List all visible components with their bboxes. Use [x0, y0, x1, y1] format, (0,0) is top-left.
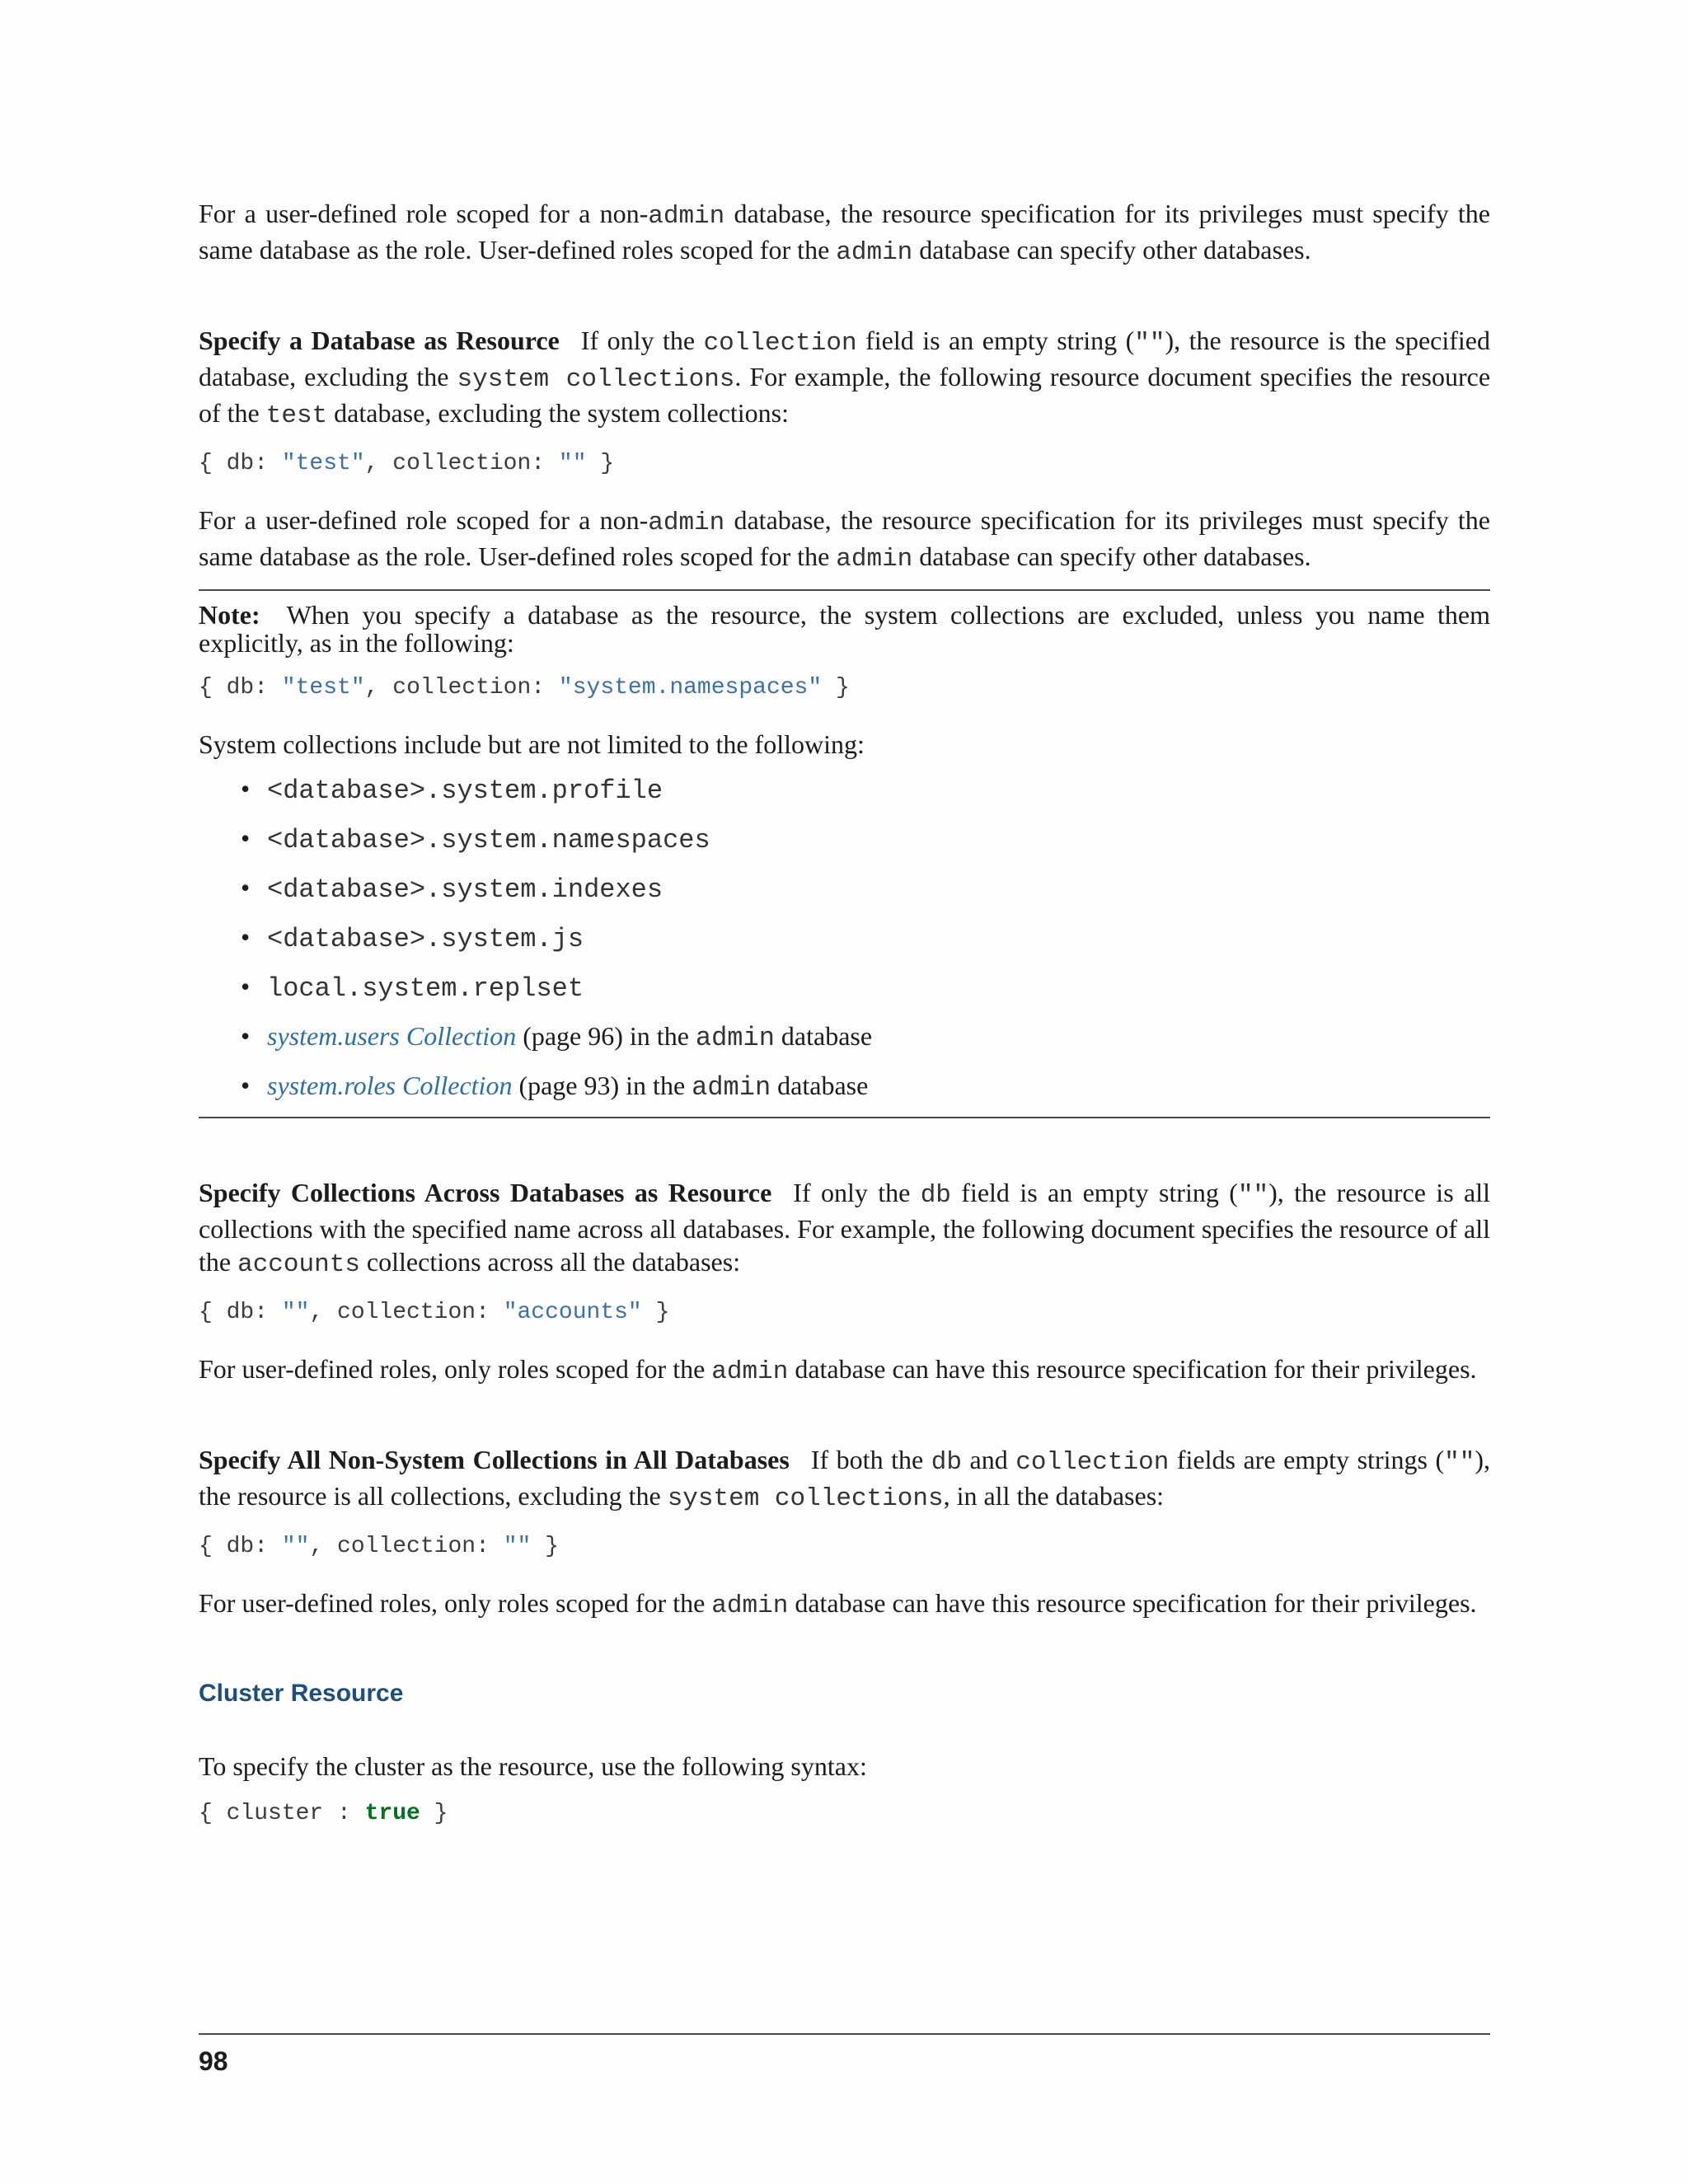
cluster-paragraph: To specify the cluster as the resource, use the following syntax:: [199, 1751, 867, 1781]
text-run: For a user-defined role scoped for a non-: [199, 199, 649, 228]
text-run: ), the resource is the specified database, excluding the: [199, 326, 1491, 391]
list-item: • system.users Collection (page 96) in the admin database: [241, 1021, 873, 1053]
inline-code: "": [1237, 1181, 1269, 1210]
non-system-collections-heading: Specify All Non-System Collections in All Databases: [199, 1445, 790, 1474]
code-block: { cluster : true }: [199, 1801, 448, 1826]
text-run: If only the: [580, 326, 704, 355]
text-run: database, the resource specification for its privileges must specify the same database as the role. User-defined roles scoped for the: [199, 199, 1491, 265]
inline-code: system collections: [457, 365, 735, 394]
across-databases-heading: Specify Collections Across Databases as Resource: [199, 1178, 772, 1207]
note-paragraph: Note: When you specify a database as the resource, the system collections are excluded, unless you name them explicitly, as in the following:: [199, 600, 1490, 658]
list-item: • <database>.system.profile: [241, 774, 663, 806]
text-run: field is an empty string (: [856, 326, 1135, 355]
code-block: { db: "test", collection: "system.namespaces" }: [199, 675, 850, 701]
system-collections-list: [199, 772, 1490, 1102]
page-content: [199, 197, 1490, 1829]
roles-paragraph: For user-defined roles, only roles scoped for the admin database can have this resource specification for their privileges.: [199, 1588, 1477, 1620]
specify-database-heading: Specify a Database as Resource: [199, 326, 560, 355]
bullet-icon: •: [241, 873, 251, 902]
inline-code: test: [265, 401, 328, 430]
text-run: . For example, the following resource document specifies the resource of the: [199, 362, 1491, 428]
inline-code: db: [920, 1181, 951, 1210]
inline-code: collection: [703, 329, 857, 358]
list-item: • local.system.replset: [241, 972, 584, 1004]
text-run: database can specify other databases.: [912, 235, 1311, 265]
page-footer: [199, 2033, 1490, 2077]
list-item: • <database>.system.js: [241, 922, 584, 954]
list-item: • system.roles Collection (page 93) in the admin database: [241, 1071, 869, 1103]
inline-code: admin: [711, 1591, 789, 1620]
scope-paragraph: For a user-defined role scoped for a non-admin database, the resource specification for its privileges must specify the same database as the role. User-defined roles scoped for the admin database can specify other databases.: [199, 505, 1491, 574]
system-users-link[interactable]: system.users Collection: [267, 1021, 517, 1051]
intro-paragraph: [199, 197, 1490, 269]
non-system-collections-paragraph: Specify All Non-System Collections in All Databases If both the db and collection fields are empty strings (""), the resource is all collections, excluding the system collections, in all the databases:: [199, 1445, 1491, 1513]
inline-code: accounts: [237, 1250, 360, 1279]
list-item: • <database>.system.namespaces: [241, 823, 710, 855]
code-block: { db: "", collection: "" }: [199, 1534, 559, 1559]
list-intro: System collections include but are not limited to the following:: [199, 729, 865, 759]
bullet-icon: •: [241, 774, 251, 804]
roles-paragraph: For user-defined roles, only roles scoped for the admin database can have this resource specification for their privileges.: [199, 1354, 1477, 1386]
inline-code: collection: [1015, 1448, 1170, 1477]
cluster-resource-heading: Cluster Resource: [199, 1680, 404, 1707]
bullet-icon: •: [241, 1021, 251, 1051]
bullet-icon: •: [241, 972, 251, 1001]
specify-database-paragraph: [199, 324, 1490, 433]
inline-code: admin: [836, 238, 913, 267]
inline-code: db: [931, 1448, 962, 1477]
across-databases-paragraph: Specify Collections Across Databases as Resource If only the db field is an empty string (""), the resource is all collections with the specified name across all databases. For example, the following document specifies the resource of all the accounts collections across all the databases:: [199, 1178, 1491, 1279]
inline-code: admin: [836, 545, 913, 574]
inline-code: admin: [648, 509, 725, 537]
system-roles-link[interactable]: system.roles Collection: [267, 1071, 513, 1100]
list-item: • <database>.system.indexes: [241, 873, 663, 905]
bullet-icon: •: [241, 1071, 251, 1100]
inline-code: "": [1134, 329, 1165, 358]
code-block: { db: "test", collection: "" }: [199, 451, 615, 476]
inline-code: "": [1444, 1448, 1475, 1477]
note-box: [199, 589, 1490, 1118]
inline-code: admin: [711, 1357, 789, 1386]
page-number: 98: [199, 2046, 228, 2076]
code-block: { db: "", collection: "accounts" }: [199, 1300, 670, 1325]
note-label: Note:: [199, 600, 260, 630]
inline-code: admin: [648, 202, 725, 231]
inline-code: system collections: [667, 1484, 944, 1513]
bullet-icon: •: [241, 823, 251, 853]
text-run: database, excluding the system collections:: [327, 398, 790, 428]
bullet-icon: •: [241, 922, 251, 952]
